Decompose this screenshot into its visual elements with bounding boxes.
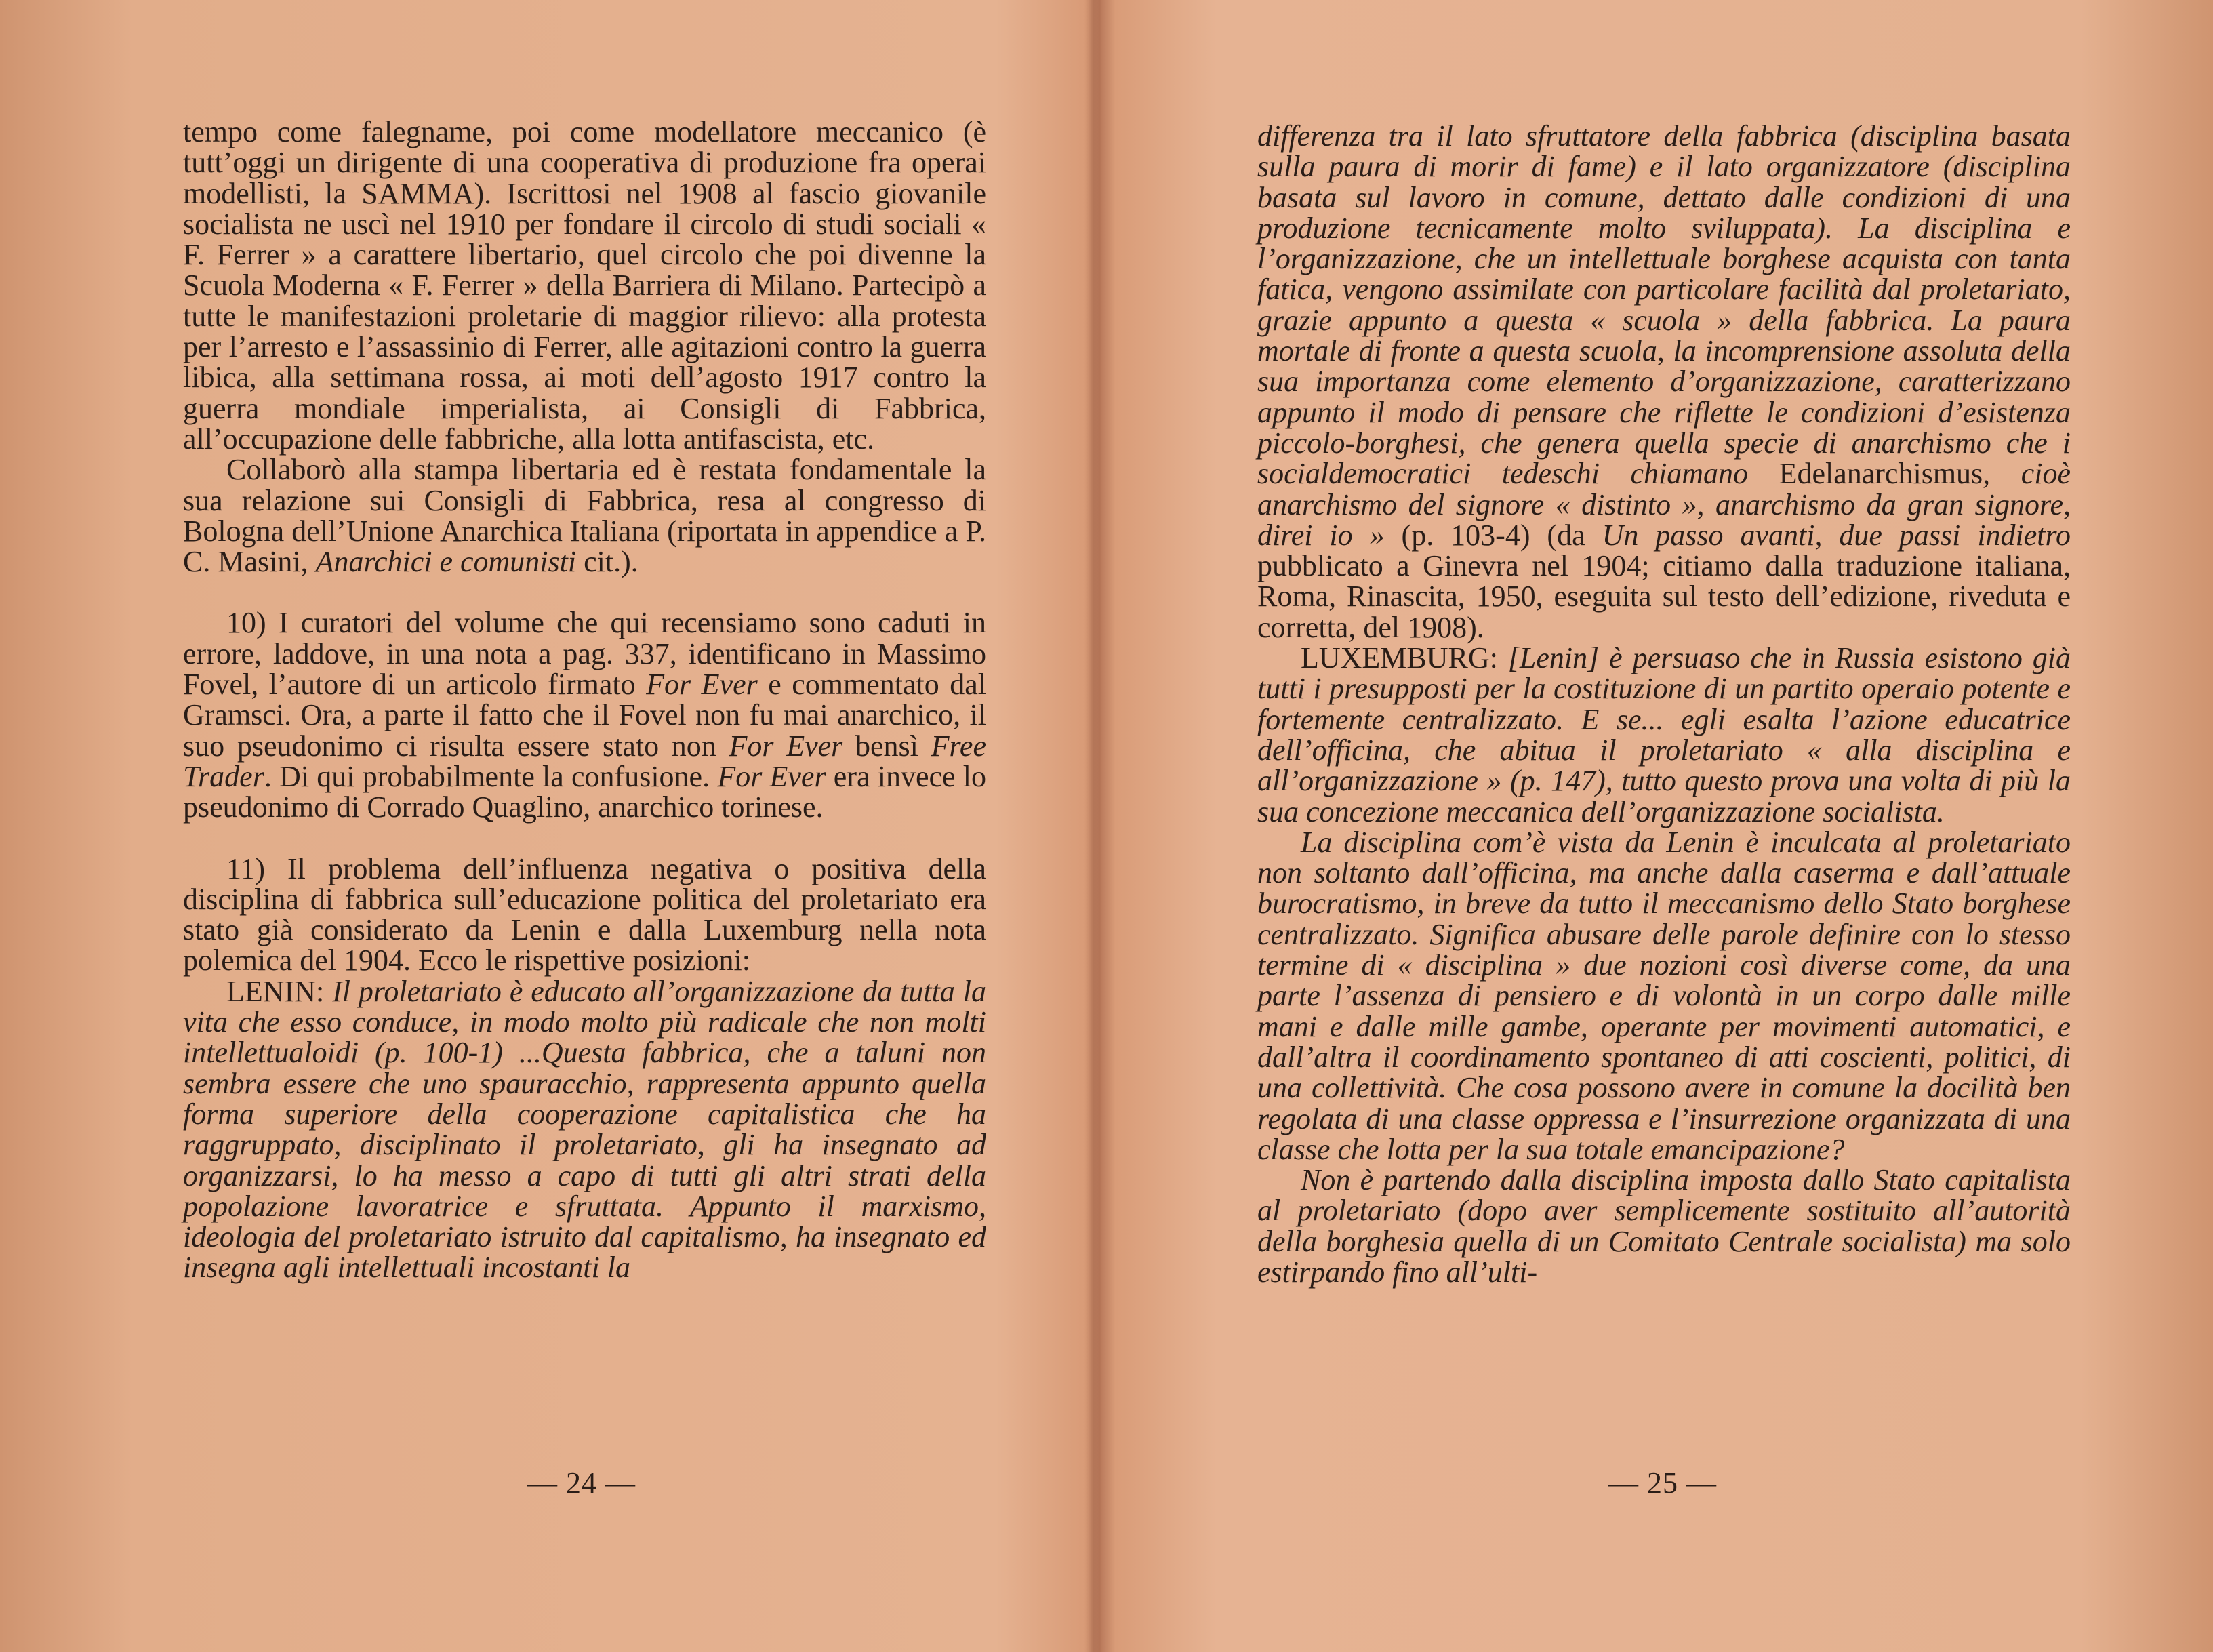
note-10 [183,607,986,822]
italic-text: For Ever [717,759,826,793]
text: 10) I curatori del volume che qui recensiamo sono caduti in errore, laddove, in una nota a pag. 337, identificano in Massimo Fovel, l’autore di un articolo firmato [183,606,986,702]
italic-text: [Lenin] è persuaso che in Russia esistono già tutti i presupposti per la costituzione di un partito operaio potente e fortemente centralizzato. E se... egli esalta l’azione educatrice dell’officina, che abitua il proletariato « alla disciplina e all’organizzazione » (p. 147), tutto questo prova una volta di più la sua concezione meccanica dell’organizzazione socialista. [1257,641,2071,828]
text: era invece lo pseudonimo di Corrado Quaglino, anarchico torinese. [183,759,986,824]
right-page-text [1257,121,2071,1287]
italic-text: Anarchici e comunisti [315,545,577,579]
lenin-quote [183,976,986,1283]
text: (p. 103-4) (da [1384,518,1602,552]
paragraph [1257,827,2071,1165]
paragraph [1257,1165,2071,1287]
text: Edelanarchismus [1779,457,1983,491]
paragraph [183,117,986,454]
paragraph [1257,121,2071,643]
text: 11) Il problema dell’influenza negativa o positiva della disciplina di fabbrica sull’educazione politica del proletariato era stato già considerato da Lenin e dalla Luxemburg nella nota polemica del 1904. Ecco le rispettive posizioni: [183,851,986,978]
text: bensì [842,729,931,763]
italic-text: For Ever [729,729,843,763]
page-number: — 25 — [1608,1466,1717,1499]
italic-text: For Ever [646,668,758,702]
text: LUXEMBURG: [1301,641,1508,675]
text: e commentato dal Gramsci. Ora, a parte il fatto che il Fovel non fu mai anarchico, il suo pseudonimo ci risulta essere stato non [183,668,986,763]
left-page-text [183,117,986,1283]
italic-text: Free Trader [183,729,986,793]
italic-text: differenza tra il lato sfruttatore della fabbrica (disciplina basata sulla paura di morir di fame) e il lato organizzatore (disciplina basata sul lavoro in comune, dettato dalle condizioni di una produzione tecnicamente molto sviluppata). La disciplina e l’organizzazione, che un intellettuale borghese acquista con tanta fatica, vengono assimilate con particolare facilità dal proletariato, grazie appunto a questa « scuola » della fabbrica. La paura mortale di fronte a questa scuola, la incomprensione assoluta della sua importanza come elemento d’organizzazione, caratterizzano appunto il modo di pensare che riflette le condizioni d’esistenza piccolo-borghesi, che genera quella specie di anarchismo che i socialdemocratici tedeschi chiamano [1257,119,2071,491]
italic-text: , cioè anarchismo del signore « distinto », anarchismo da gran signore, direi io » [1257,457,2071,552]
right-page [1098,0,2213,1652]
left-page [0,0,1091,1652]
note-11 [183,853,986,976]
text: . Di qui probabilmente la confusione. [264,759,718,793]
text: Collaborò alla stampa libertaria ed è restata fondamentale la sua relazione sui Consigli di Fabbrica, resa al congresso di Bologna dell’Unione Anarchica Italiana (riportata in appendice a P. C. Masini, [183,453,986,579]
italic-text: Il proletariato è educato all’organizzazione da tutta la vita che esso conduce, in modo molto più radicale che non molti intellettualoidi (p. 100-1) ...Questa fabbrica, che a taluni non sembra essere che uno spauracchio, rappresenta appunto quella forma superiore della cooperazione capitalistica che ha raggruppato, disciplinato il proletariato, gli ha insegnato ad organizzarsi, lo ha messo a capo di tutti gli altri strati della popolazione lavoratrice e sfruttata. Appunto il marxismo, ideologia del proletariato istruito dal capitalismo, ha insegnato ed insegna agli intellettuali incostanti la [183,974,986,1285]
italic-text: Non è partendo dalla disciplina imposta dallo Stato capitalista al proletariato (dopo aver semplicemente sostituito all’autorità della borghesia quella di un Comitato Centrale socialista) ma solo estirpando fino all’ulti- [1257,1163,2071,1289]
text: pubblicato a Ginevra nel 1904; citiamo dalla traduzione italiana, Roma, Rinascita, 1950, eseguita sul testo dell’edizione, riveduta e corretta, del 1908). [1257,549,2071,644]
italic-text: Un passo avanti, due passi indietro [1602,518,2071,552]
italic-text: La disciplina com’è vista da Lenin è inculcata al proletariato non soltanto dall’officina, ma anche dalla caserma e dall’attuale burocratismo, in breve da tutto il meccanismo dello Stato borghese centralizzato. Significa abusare delle parole definire con lo stesso termine di « disciplina » due nozioni così diverse come, da una parte l’assenza di pensiero e di volontà in un corpo dalle mille mani e dalle mille gambe, operante per movimenti automatici, e dall’altra il coordinamento spontaneo di atti coscienti, politici, di una collettività. Che cosa possono avere in comune la docilità ben regolata di una classe oppressa e l’insurrezione organizzata di una classe che lotta per la sua totale emancipazione? [1257,825,2071,1166]
paragraph [183,454,986,577]
luxemburg-quote [1257,643,2071,827]
text: tempo come falegname, poi come modellatore meccanico (è tutt’oggi un dirigente di una cooperativa di produzione fra operai modellisti, la SAMMA). Iscrittosi nel 1908 al fascio giovanile socialista ne uscì nel 1910 per fondare il circolo di studi sociali « F. Ferrer » a carattere libertario, quel circolo che poi divenne la Scuola Moderna « F. Ferrer » della Barriera di Milano. Partecipò a tutte le manifestazioni proletarie di maggior rilievo: alla protesta per l’arresto e l’assassinio di Ferrer, alle agitazioni contro la guerra libica, alla settimana rossa, ai moti dell’agosto 1917 contro la guerra mondiale imperialista, ai Consigli di Fabbrica, all’occupazione delle fabbriche, alla lotta antifascista, etc. [183,115,986,456]
text: cit.). [576,545,638,579]
text: LENIN: [226,974,333,1008]
page-number: — 24 — [527,1466,636,1499]
